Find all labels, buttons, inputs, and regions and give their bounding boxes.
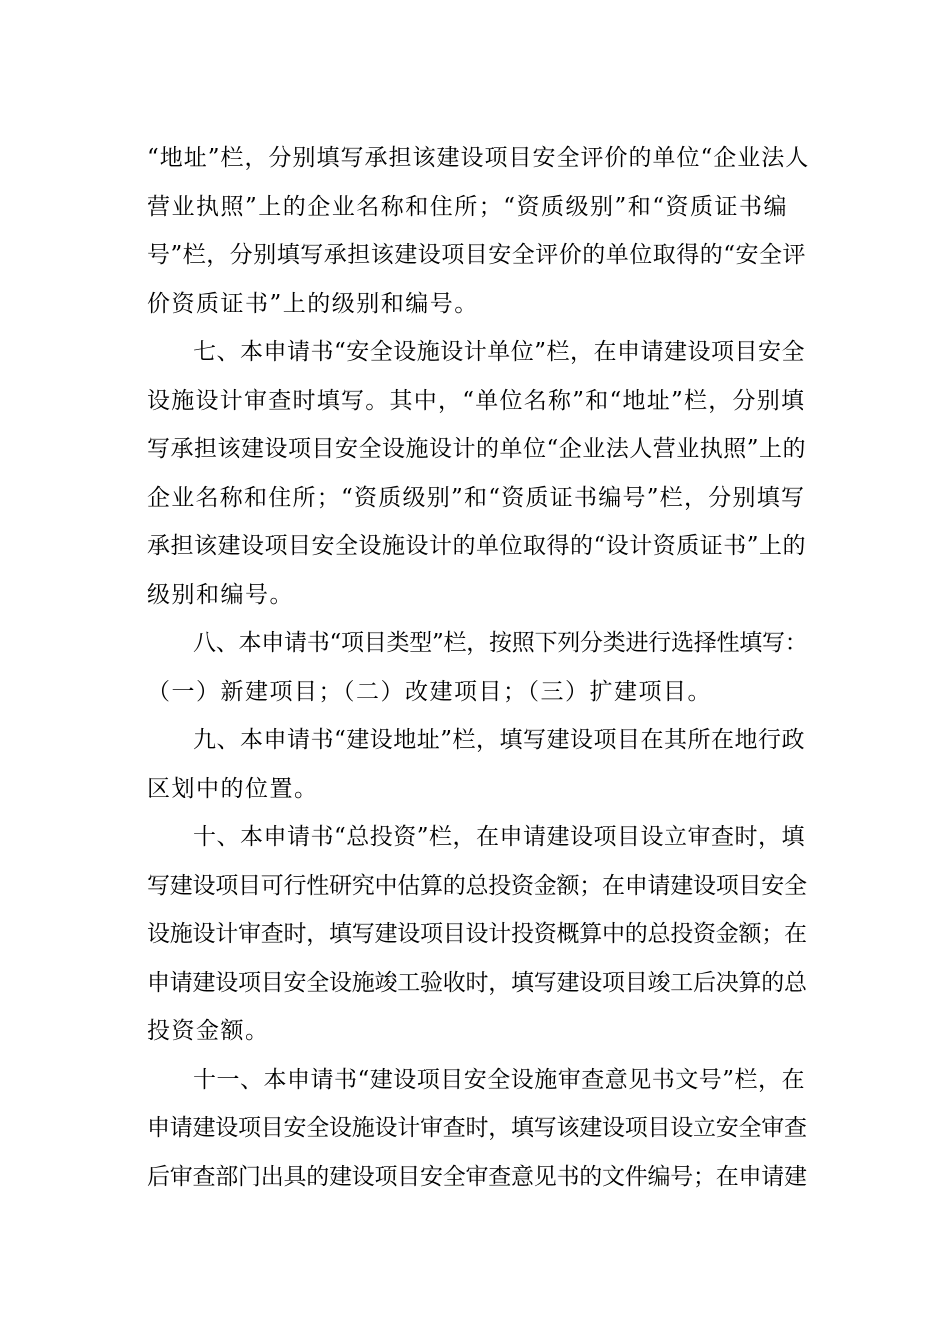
text-line: 七、本申请书“安全设施设计单位”栏，在申请建设项目安全 <box>193 339 806 365</box>
text-line: 设施设计审查时填写。其中，“单位名称”和“地址”栏，分别填 <box>147 387 806 414</box>
text-line: 企业名称和住所；“资质级别”和“资质证书编号”栏，分别填写 <box>147 484 806 511</box>
text-line: 价资质证书”上的级别和编号。 <box>147 290 479 317</box>
text-line: 申请建设项目安全设施设计审查时，填写该建设项目设立安全审查 <box>147 1115 807 1141</box>
text-line: 营业执照”上的企业名称和住所；“资质级别”和“资质证书编 <box>147 193 789 220</box>
text-line: 设施设计审查时，填写建设项目设计投资概算中的总投资金额；在 <box>147 921 807 947</box>
paragraph-p-9 <box>147 716 807 813</box>
text-line: 区划中的位置。 <box>147 775 319 802</box>
text-line: 后审查部门出具的建设项目安全审查意见书的文件编号；在申请建 <box>147 1163 807 1190</box>
text-line: 申请建设项目安全设施竣工验收时，填写建设项目竣工后决算的总 <box>147 969 807 996</box>
text-line: 投资金额。 <box>147 1018 270 1044</box>
text-line: 写建设项目可行性研究中估算的总投资金额；在申请建设项目安全 <box>147 872 807 899</box>
paragraph-p-7 <box>147 328 807 619</box>
text-line: 十一、本申请书“建设项目安全设施审查意见书文号”栏，在 <box>193 1066 806 1093</box>
text-line: 写承担该建设项目安全设施设计的单位“企业法人营业执照”上的 <box>147 436 807 462</box>
text-line: （一）新建项目；（二）改建项目；（三）扩建项目。 <box>147 678 712 705</box>
paragraph-p-8 <box>147 619 807 716</box>
text-line: 级别和编号。 <box>147 581 294 608</box>
document-body <box>147 134 810 1201</box>
text-line: 号”栏，分别填写承担该建设项目安全评价的单位取得的“安全评 <box>147 242 807 268</box>
text-line: 八、本申请书“项目类型”栏，按照下列分类进行选择性填写： <box>193 630 808 656</box>
text-line: “地址”栏，分别填写承担该建设项目安全评价的单位“企业法人 <box>147 145 810 171</box>
paragraph-p-10 <box>147 813 807 1056</box>
text-line: 九、本申请书“建设地址”栏，填写建设项目在其所在地行政 <box>193 727 806 753</box>
text-line: 十、本申请书“总投资”栏，在申请建设项目设立审查时，填 <box>193 824 806 850</box>
paragraph-p-6-cont <box>147 134 810 328</box>
text-line: 承担该建设项目安全设施设计的单位取得的“设计资质证书”上的 <box>147 533 807 559</box>
paragraph-p-11 <box>147 1056 807 1202</box>
